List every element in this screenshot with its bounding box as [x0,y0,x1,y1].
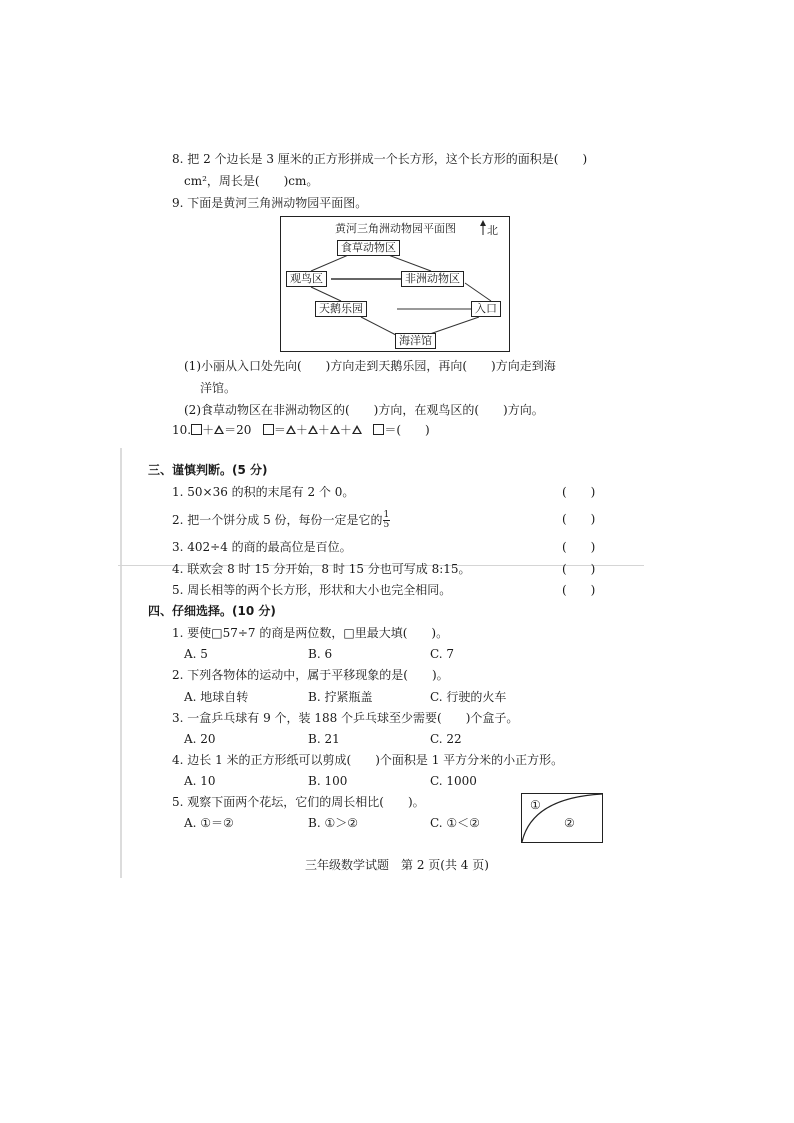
judge-4: 4. 联欢会 8 时 15 分开始，8 时 15 分也可写成 8:15。 [172,562,471,576]
q9-intro: 9. 下面是黄河三角洲动物园平面图。 [172,196,368,210]
q10-eq2: ＝ [273,423,286,437]
choice-1-text: 1. 要使□57÷7 的商是两位数，□里最大填( )。 [172,626,449,640]
triangle-icon [286,425,296,434]
flower-bed-figure [521,793,603,843]
judge-1: 1. 50×36 的积的末尾有 2 个 0。 [172,485,355,499]
choice-3-a: A. 20 [184,732,216,746]
sec4-title: 四、仔细选择。(10 分) [148,604,276,618]
choice-5-c: C. ①＜② [430,816,480,830]
q10-eq1: ＝20 [224,423,252,437]
judge-3: 3. 402÷4 的商的最高位是百位。 [172,540,352,554]
path-bird-swan [311,287,341,301]
square-icon [263,424,274,435]
choice-3-text: 3. 一盒乒乓球有 9 个，装 188 个乒乓球至少需要( )个盒子。 [172,711,519,725]
choice-3-c: C. 22 [430,732,462,746]
choice-5-a: A. ①＝② [184,816,234,830]
q8-line2: cm²，周长是( )cm。 [184,174,319,188]
q10-num: 10. [172,423,192,437]
node-herbivore: 食草动物区 [337,240,400,256]
choice-4-c: C. 1000 [430,774,477,788]
north-label: 北 [487,224,498,237]
square-icon [373,424,384,435]
garden-label-2: ② [564,816,575,830]
sec3-title: 三、谨慎判断。(5 分) [148,463,268,477]
judge-5: 5. 周长相等的两个长方形，形状和大小也完全相同。 [172,583,452,597]
node-ocean: 海洋馆 [395,333,436,349]
judge-2-text: 2. 把一个饼分成 5 份，每份一定是它的 [172,513,383,527]
triangle-icon [330,425,340,434]
path-africa-entrance [465,283,491,301]
node-entrance: 入口 [471,301,501,317]
q8-line1: 8. 把 2 个边长是 3 厘米的正方形拼成一个长方形，这个长方形的面积是( ) [172,152,588,166]
square-icon [191,424,202,435]
choice-1-c: C. 7 [430,647,455,661]
choice-4-text: 4. 边长 1 米的正方形纸可以剪成( )个面积是 1 平方分米的小正方形。 [172,753,564,767]
node-africa: 非洲动物区 [401,271,464,287]
choice-2-text: 2. 下列各物体的运动中，属于平移现象的是( )。 [172,668,449,682]
scan-edge [120,448,122,878]
garden-label-1: ① [530,798,541,812]
triangle-icon [352,425,362,434]
choice-2-c: C. 行驶的火车 [430,690,507,704]
judge-4-paren: ( ) [562,562,596,576]
page-footer: 三年级数学试题 第 2 页(共 4 页) [305,858,489,872]
path-swan-ocean [361,317,396,335]
node-swan: 天鹅乐园 [315,301,367,317]
choice-3-b: B. 21 [308,732,340,746]
choice-1-a: A. 5 [184,647,208,661]
choice-1-b: B. 6 [308,647,333,661]
q10: 10. ＋ ＝20 ＝ ＋ ＋ ＋ ＝( ) [172,423,430,437]
triangle-icon [214,425,224,434]
judge-5-paren: ( ) [562,583,596,597]
choice-2-b: B. 拧紧瓶盖 [308,690,373,704]
q9-sub1-line2: 洋馆。 [200,381,237,395]
node-bird: 观鸟区 [286,271,327,287]
choice-5-b: B. ①＞② [308,816,358,830]
q9-sub1-line1: (1)小丽从入口处先向( )方向走到天鹅乐园，再向( )方向走到海 [184,359,556,373]
triangle-icon [308,425,318,434]
q10-eq3: ＝( ) [384,423,430,437]
zoo-map [280,216,510,352]
fraction-num: 1 [383,510,390,520]
judge-2 [172,511,390,530]
choice-2-a: A. 地球自转 [184,690,249,704]
q9-sub2: (2)食草动物区在非洲动物区的( )方向，在观鸟区的( )方向。 [184,403,544,417]
judge-3-paren: ( ) [562,540,596,554]
fraction [383,511,391,530]
choice-4-b: B. 100 [308,774,348,788]
choice-4-a: A. 10 [184,774,216,788]
choice-5-text: 5. 观察下面两个花坛，它们的周长相比( )。 [172,795,425,809]
judge-1-paren: ( ) [562,485,596,499]
map-title: 黄河三角洲动物园平面图 [335,222,456,235]
judge-2-paren: ( ) [562,512,596,526]
fraction-den: 5 [383,520,390,530]
